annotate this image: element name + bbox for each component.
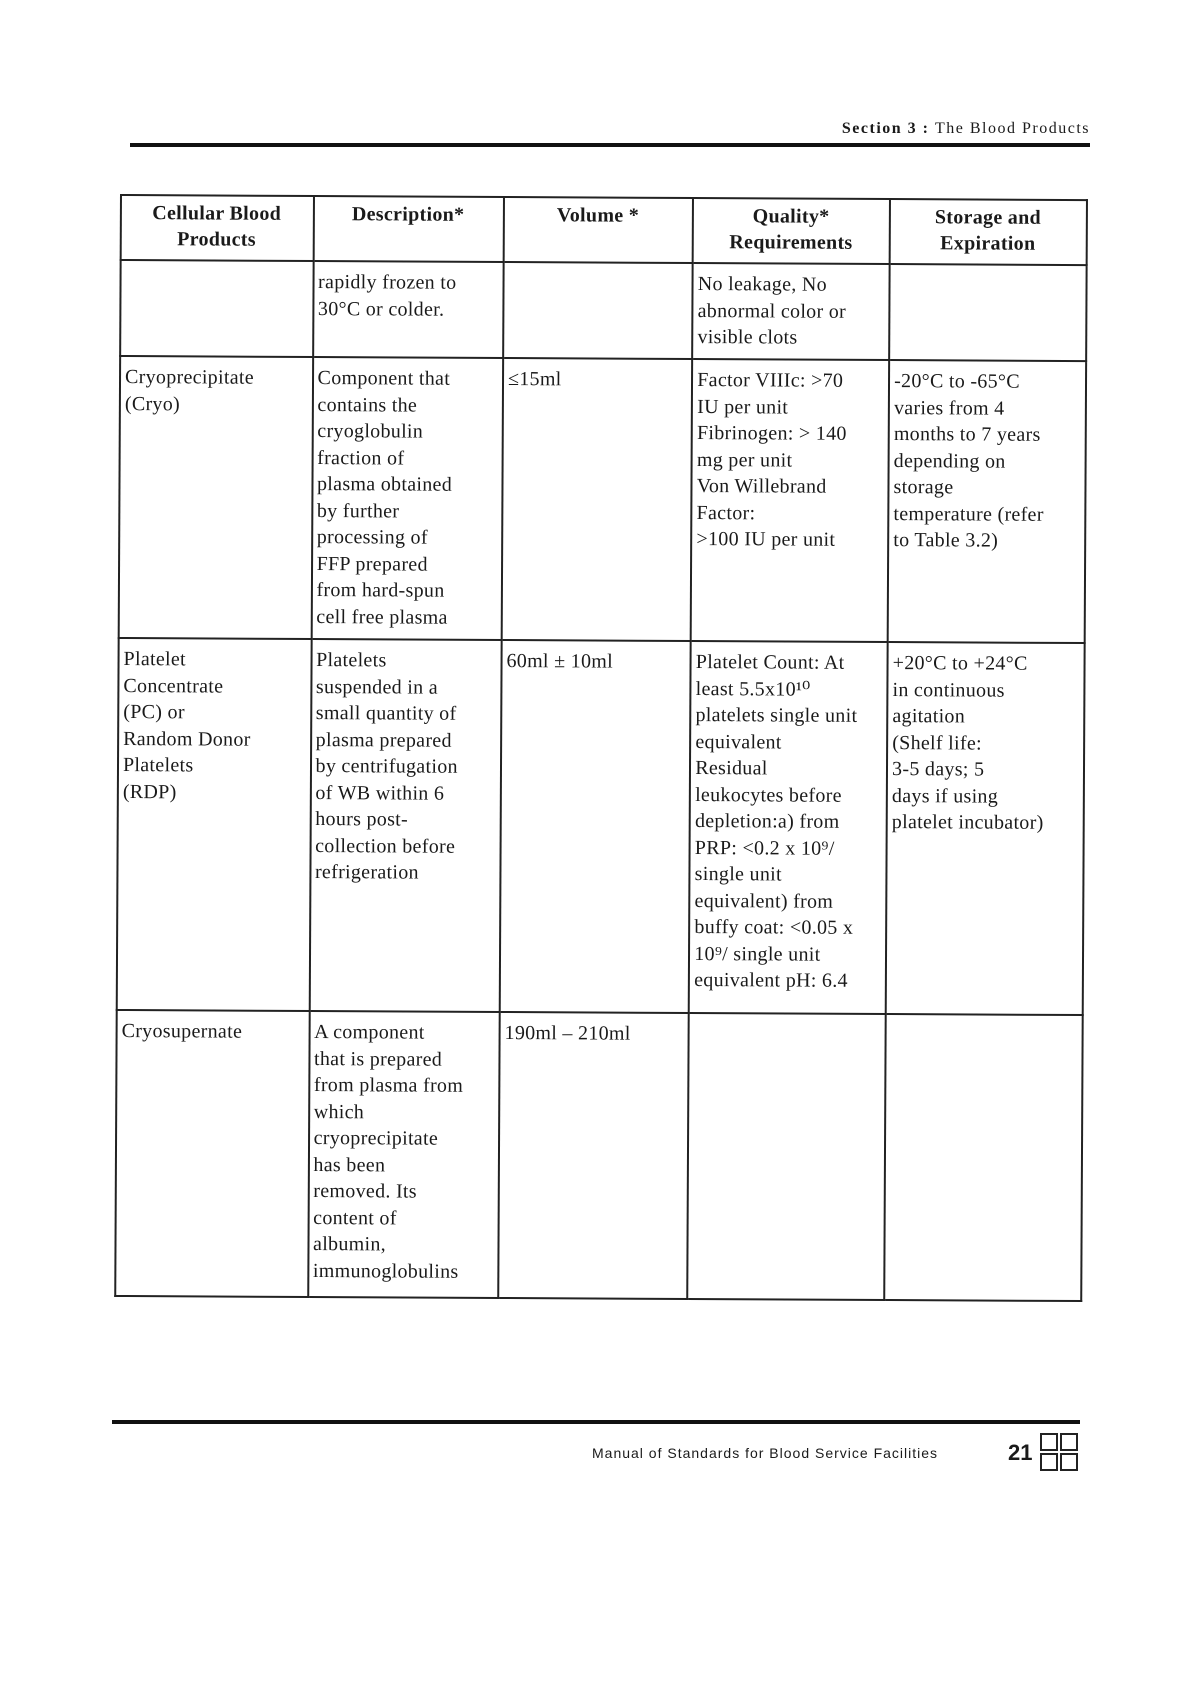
header-product: Cellular Blood Products	[121, 195, 314, 261]
cell-volume: 60ml ± 10ml	[500, 640, 691, 1013]
table-row	[119, 356, 1086, 643]
cell-description: A component that is prepared from plasma from which cryoprecipitate has been removed. Its content of albumin, immunoglobulins	[308, 1011, 500, 1298]
cell-storage: +20°C to +24°C in continuous agitation (Shelf life: 3-5 days; 5 days if using platelet incubator)	[886, 642, 1085, 1015]
header-volume: Volume *	[504, 197, 694, 263]
header-rule	[130, 143, 1090, 147]
cell-product: Cryosupernate	[115, 1010, 309, 1297]
header-quality: Quality* Requirements	[693, 198, 890, 264]
table-header-row	[121, 195, 1087, 265]
cell-description: Component that contains the cryoglobulin fraction of plasma obtained by further processing of FFP prepared from hard-spun cell free plasma	[311, 357, 503, 640]
table-row	[120, 260, 1086, 361]
footer-rule	[112, 1420, 1080, 1424]
manual-title: Manual of Standards for Blood Service Facilities	[592, 1445, 939, 1461]
cell-volume: 190ml – 210ml	[498, 1012, 689, 1299]
section-title: The Blood Products	[935, 120, 1090, 137]
page-grid-icon	[1040, 1433, 1078, 1471]
header-description: Description*	[313, 196, 504, 262]
blood-products-table	[114, 194, 1088, 1302]
cell-quality	[687, 1013, 885, 1300]
table-row	[117, 638, 1085, 1015]
cell-quality: No leakage, No abnormal color or visible clots	[692, 263, 889, 360]
cell-storage	[889, 264, 1086, 361]
page-number: 21	[1008, 1440, 1033, 1465]
cell-product: Cryoprecipitate (Cryo)	[119, 356, 313, 639]
header-storage: Storage and Expiration	[890, 199, 1087, 265]
cell-storage: -20°C to -65°C varies from 4 months to 7 years depending on storage temperature (refer to Table 3.2)	[888, 360, 1086, 643]
table-row	[115, 1010, 1082, 1301]
cell-description: Platelets suspended in a small quantity of plasma prepared by centrifugation of WB within 6 hours post- collection before refrigeration	[309, 639, 501, 1012]
cell-quality: Factor VIIIc: >70 IU per unit Fibrinogen: > 140 mg per unit Von Willebrand Factor: >100 IU per unit	[691, 359, 889, 642]
section-label: Section 3	[841, 120, 918, 137]
cell-product	[120, 260, 313, 357]
cell-description: rapidly frozen to 30°C or colder.	[313, 261, 504, 358]
cell-volume	[503, 262, 693, 359]
cell-product: Platelet Concentrate (PC) or Random Donor Platelets (RDP)	[117, 638, 311, 1011]
cell-volume: ≤15ml	[502, 358, 693, 641]
header-separator: :	[917, 120, 935, 137]
running-header	[842, 120, 1090, 138]
cell-storage	[884, 1014, 1082, 1301]
cell-quality: Platelet Count: At least 5.5x10¹⁰ platelets single unit equivalent Residual leukocytes before depletion:a) from PRP: <0.2 x 10⁹/ single unit equivalent) from buffy coat: <0.05 x 10⁹/ single unit equivalent pH: 6.4	[689, 641, 888, 1014]
